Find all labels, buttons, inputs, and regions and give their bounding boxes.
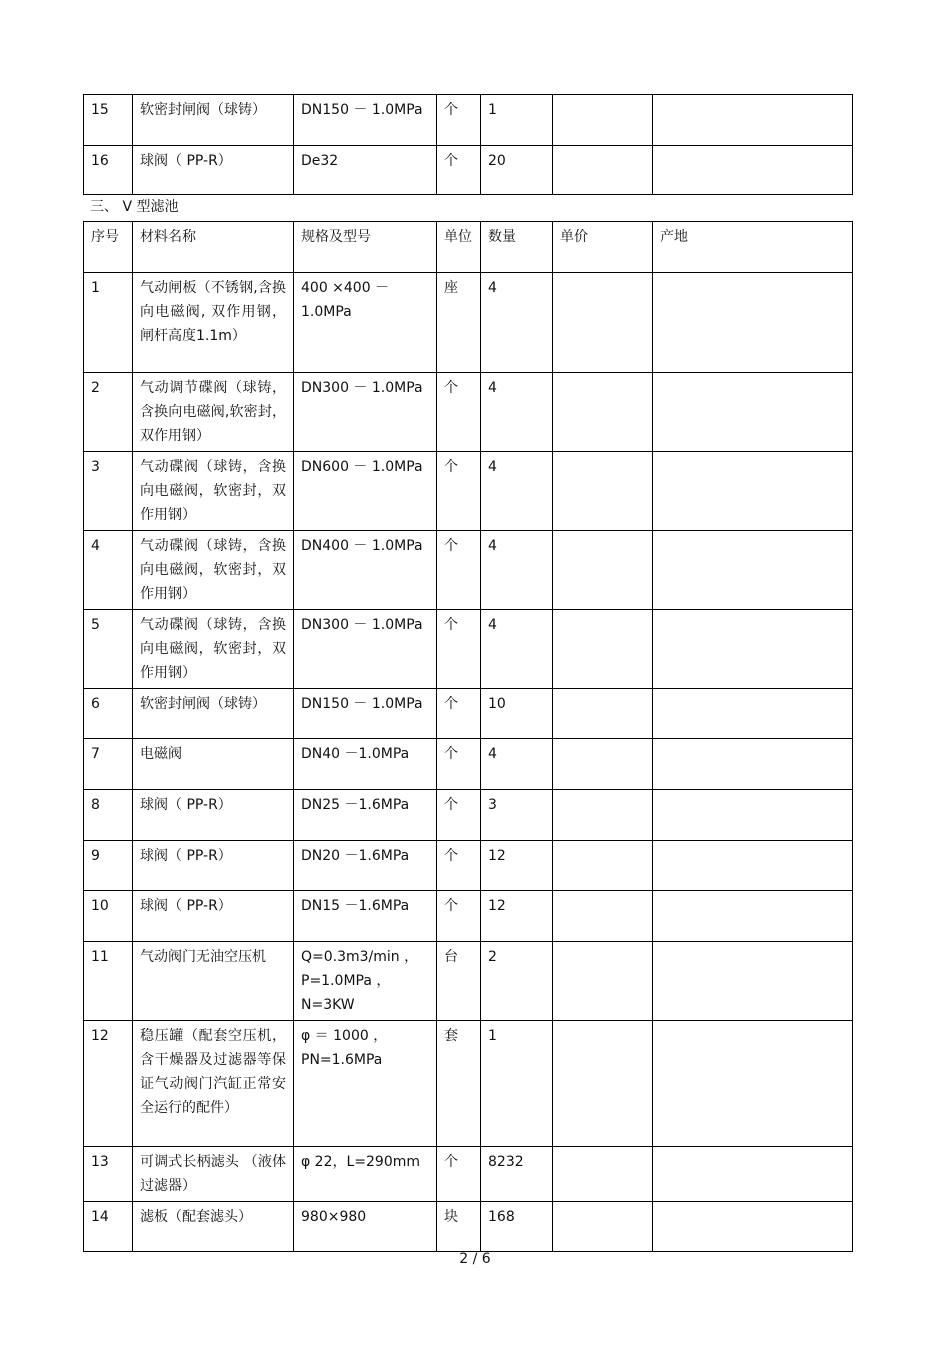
cell-qty: 4 bbox=[481, 610, 553, 689]
cell-no: 15 bbox=[84, 95, 133, 146]
cell-price bbox=[553, 1147, 653, 1202]
cell-no: 12 bbox=[84, 1021, 133, 1147]
cell-origin bbox=[653, 373, 853, 452]
cell-name bbox=[133, 273, 294, 373]
cell-name-text: 气动碟阀（球铸，含换向电磁阀，软密封，双作用钢） bbox=[140, 617, 286, 681]
header-origin-label: 产地 bbox=[660, 229, 688, 245]
cell-unit: 块 bbox=[437, 1202, 481, 1252]
cell-spec-text: De32 bbox=[301, 153, 339, 169]
cell-spec-text: DN300 － 1.0MPa bbox=[301, 617, 423, 633]
table-row bbox=[84, 1202, 853, 1252]
cell-origin bbox=[653, 146, 853, 195]
cell-spec-text: φ ＝ 1000 ，PN=1.6MPa bbox=[301, 1028, 388, 1068]
cell-no: 14 bbox=[84, 1202, 133, 1252]
cell-name bbox=[133, 739, 294, 790]
v-filter-equipment-table bbox=[83, 221, 853, 1252]
cell-spec-text: DN25 －1.6MPa bbox=[301, 797, 410, 813]
cell-unit: 个 bbox=[437, 146, 481, 195]
cell-name bbox=[133, 841, 294, 891]
cell-spec-text: DN150 － 1.0MPa bbox=[301, 102, 423, 118]
cell-origin bbox=[653, 689, 853, 739]
header-no: 序号 bbox=[84, 222, 133, 273]
cell-qty: 12 bbox=[481, 841, 553, 891]
cell-name bbox=[133, 373, 294, 452]
table-row bbox=[84, 739, 853, 790]
cell-name-text: 软密封闸阀（球铸） bbox=[140, 696, 266, 712]
cell-spec bbox=[294, 1202, 437, 1252]
cell-name-text: 气动调节碟阀（球铸，含换向电磁阀,软密封，双作用钢） bbox=[140, 380, 286, 444]
cell-price bbox=[553, 373, 653, 452]
cell-no: 3 bbox=[84, 452, 133, 531]
cell-unit: 套 bbox=[437, 1021, 481, 1147]
header-spec bbox=[294, 222, 437, 273]
cell-name bbox=[133, 1147, 294, 1202]
cell-qty: 168 bbox=[481, 1202, 553, 1252]
cell-price bbox=[553, 95, 653, 146]
cell-spec bbox=[294, 95, 437, 146]
cell-unit: 个 bbox=[437, 841, 481, 891]
table-row bbox=[84, 95, 853, 146]
cell-spec bbox=[294, 739, 437, 790]
cell-origin bbox=[653, 790, 853, 841]
table-row bbox=[84, 373, 853, 452]
cell-origin bbox=[653, 841, 853, 891]
cell-name bbox=[133, 95, 294, 146]
cell-no: 6 bbox=[84, 689, 133, 739]
cell-name bbox=[133, 942, 294, 1021]
cell-no: 4 bbox=[84, 531, 133, 610]
cell-spec bbox=[294, 146, 437, 195]
cell-name-text: 气动闸板（不锈钢,含换向电磁阀, 双作用钢，闸杆高度1.1m） bbox=[140, 280, 286, 344]
cell-spec bbox=[294, 452, 437, 531]
cell-origin bbox=[653, 452, 853, 531]
cell-origin bbox=[653, 273, 853, 373]
cell-name bbox=[133, 452, 294, 531]
cell-qty: 3 bbox=[481, 790, 553, 841]
section-title: 三、 V 型滤池 bbox=[90, 199, 179, 215]
cell-price bbox=[553, 1021, 653, 1147]
cell-spec bbox=[294, 531, 437, 610]
cell-unit: 个 bbox=[437, 95, 481, 146]
cell-name-text: 可调式长柄滤头 （液体过滤器） bbox=[140, 1154, 286, 1194]
header-name bbox=[133, 222, 294, 273]
cell-spec-text: 980×980 bbox=[301, 1209, 367, 1225]
cell-name-text: 气动碟阀（球铸，含换向电磁阀，软密封，双作用钢） bbox=[140, 538, 286, 602]
cell-unit: 个 bbox=[437, 531, 481, 610]
cell-unit: 个 bbox=[437, 610, 481, 689]
cell-name bbox=[133, 531, 294, 610]
cell-price bbox=[553, 790, 653, 841]
table-row bbox=[84, 1147, 853, 1202]
cell-price bbox=[553, 942, 653, 1021]
cell-unit: 个 bbox=[437, 452, 481, 531]
cell-origin bbox=[653, 942, 853, 1021]
cell-spec-text: 400 ×400 －1.0MPa bbox=[301, 280, 390, 320]
cell-name-text: 球阀（ PP-R） bbox=[140, 898, 232, 914]
cell-spec bbox=[294, 1147, 437, 1202]
cell-no: 2 bbox=[84, 373, 133, 452]
cell-unit: 个 bbox=[437, 373, 481, 452]
cell-spec bbox=[294, 1021, 437, 1147]
table-header-row bbox=[84, 222, 853, 273]
cell-name bbox=[133, 689, 294, 739]
cell-unit: 个 bbox=[437, 739, 481, 790]
cell-name-text: 气动碟阀（球铸，含换向电磁阀，软密封，双作用钢） bbox=[140, 459, 286, 523]
cell-name-text: 球阀（ PP-R） bbox=[140, 797, 232, 813]
cell-name bbox=[133, 891, 294, 942]
cell-unit: 座 bbox=[437, 273, 481, 373]
cell-spec-text: DN40 －1.0MPa bbox=[301, 746, 410, 762]
cell-unit: 个 bbox=[437, 689, 481, 739]
table-row bbox=[84, 790, 853, 841]
equipment-table-continued bbox=[83, 94, 853, 195]
cell-spec bbox=[294, 891, 437, 942]
table-row bbox=[84, 531, 853, 610]
cell-qty: 10 bbox=[481, 689, 553, 739]
cell-spec-text: φ 22，L=290mm bbox=[301, 1154, 421, 1170]
cell-spec-text: Q=0.3m3/min ，P=1.0MPa ，N=3KW bbox=[301, 949, 419, 1013]
cell-no: 10 bbox=[84, 891, 133, 942]
cell-price bbox=[553, 146, 653, 195]
cell-unit: 个 bbox=[437, 790, 481, 841]
table-row bbox=[84, 452, 853, 531]
cell-unit: 台 bbox=[437, 942, 481, 1021]
header-spec-label: 规格及型号 bbox=[301, 229, 371, 245]
header-qty bbox=[481, 222, 553, 273]
cell-origin bbox=[653, 891, 853, 942]
cell-price bbox=[553, 531, 653, 610]
cell-no: 11 bbox=[84, 942, 133, 1021]
cell-no: 9 bbox=[84, 841, 133, 891]
cell-spec-text: DN300 － 1.0MPa bbox=[301, 380, 423, 396]
cell-no: 13 bbox=[84, 1147, 133, 1202]
table-row bbox=[84, 841, 853, 891]
cell-name bbox=[133, 790, 294, 841]
cell-price bbox=[553, 739, 653, 790]
cell-origin bbox=[653, 610, 853, 689]
cell-spec bbox=[294, 610, 437, 689]
cell-price bbox=[553, 273, 653, 373]
cell-no: 7 bbox=[84, 739, 133, 790]
cell-qty: 4 bbox=[481, 452, 553, 531]
table-row bbox=[84, 273, 853, 373]
table-row bbox=[84, 891, 853, 942]
cell-origin bbox=[653, 531, 853, 610]
cell-origin bbox=[653, 1202, 853, 1252]
cell-qty: 4 bbox=[481, 273, 553, 373]
cell-spec bbox=[294, 841, 437, 891]
cell-unit: 个 bbox=[437, 891, 481, 942]
cell-name-text: 软密封闸阀（球铸） bbox=[140, 102, 266, 118]
cell-unit: 个 bbox=[437, 1147, 481, 1202]
table-row bbox=[84, 689, 853, 739]
header-price-label: 单价 bbox=[560, 229, 588, 245]
cell-spec-text: DN400 － 1.0MPa bbox=[301, 538, 423, 554]
table-row bbox=[84, 610, 853, 689]
table-row bbox=[84, 942, 853, 1021]
header-origin bbox=[653, 222, 853, 273]
cell-name-text: 稳压罐（配套空压机，含干燥器及过滤器等保证气动阀门汽缸正常安全运行的配件） bbox=[140, 1028, 286, 1116]
cell-name-text: 球阀（ PP-R） bbox=[140, 153, 232, 169]
cell-qty: 8232 bbox=[481, 1147, 553, 1202]
cell-name-text: 气动阀门无油空压机 bbox=[140, 949, 266, 965]
cell-spec bbox=[294, 790, 437, 841]
header-unit: 单位 bbox=[437, 222, 481, 273]
cell-name bbox=[133, 610, 294, 689]
cell-no: 5 bbox=[84, 610, 133, 689]
table-row bbox=[84, 146, 853, 195]
cell-spec-text: DN15 －1.6MPa bbox=[301, 898, 410, 914]
cell-spec bbox=[294, 689, 437, 739]
header-qty-label: 数量 bbox=[488, 229, 516, 245]
cell-spec bbox=[294, 942, 437, 1021]
cell-qty: 1 bbox=[481, 1021, 553, 1147]
cell-spec bbox=[294, 373, 437, 452]
cell-spec-text: DN150 － 1.0MPa bbox=[301, 696, 423, 712]
cell-spec bbox=[294, 273, 437, 373]
cell-price bbox=[553, 1202, 653, 1252]
cell-no: 8 bbox=[84, 790, 133, 841]
cell-origin bbox=[653, 1021, 853, 1147]
cell-name bbox=[133, 1021, 294, 1147]
cell-origin bbox=[653, 1147, 853, 1202]
cell-spec-text: DN600 － 1.0MPa bbox=[301, 459, 423, 475]
cell-name-text: 滤板（配套滤头） bbox=[140, 1209, 252, 1225]
page-number: 2 / 6 bbox=[459, 1251, 491, 1267]
cell-no: 16 bbox=[84, 146, 133, 195]
cell-qty: 4 bbox=[481, 531, 553, 610]
cell-qty: 12 bbox=[481, 891, 553, 942]
cell-price bbox=[553, 452, 653, 531]
cell-price bbox=[553, 841, 653, 891]
cell-qty: 20 bbox=[481, 146, 553, 195]
cell-origin bbox=[653, 739, 853, 790]
header-name-label: 材料名称 bbox=[140, 229, 196, 245]
cell-qty: 4 bbox=[481, 373, 553, 452]
cell-name-text: 球阀（ PP-R） bbox=[140, 848, 232, 864]
cell-spec-text: DN20 －1.6MPa bbox=[301, 848, 410, 864]
cell-qty: 4 bbox=[481, 739, 553, 790]
cell-price bbox=[553, 610, 653, 689]
cell-qty: 2 bbox=[481, 942, 553, 1021]
header-price bbox=[553, 222, 653, 273]
cell-price bbox=[553, 689, 653, 739]
cell-price bbox=[553, 891, 653, 942]
cell-name bbox=[133, 146, 294, 195]
cell-no: 1 bbox=[84, 273, 133, 373]
cell-origin bbox=[653, 95, 853, 146]
cell-name bbox=[133, 1202, 294, 1252]
cell-name-text: 电磁阀 bbox=[140, 746, 182, 762]
cell-qty: 1 bbox=[481, 95, 553, 146]
table-row bbox=[84, 1021, 853, 1147]
